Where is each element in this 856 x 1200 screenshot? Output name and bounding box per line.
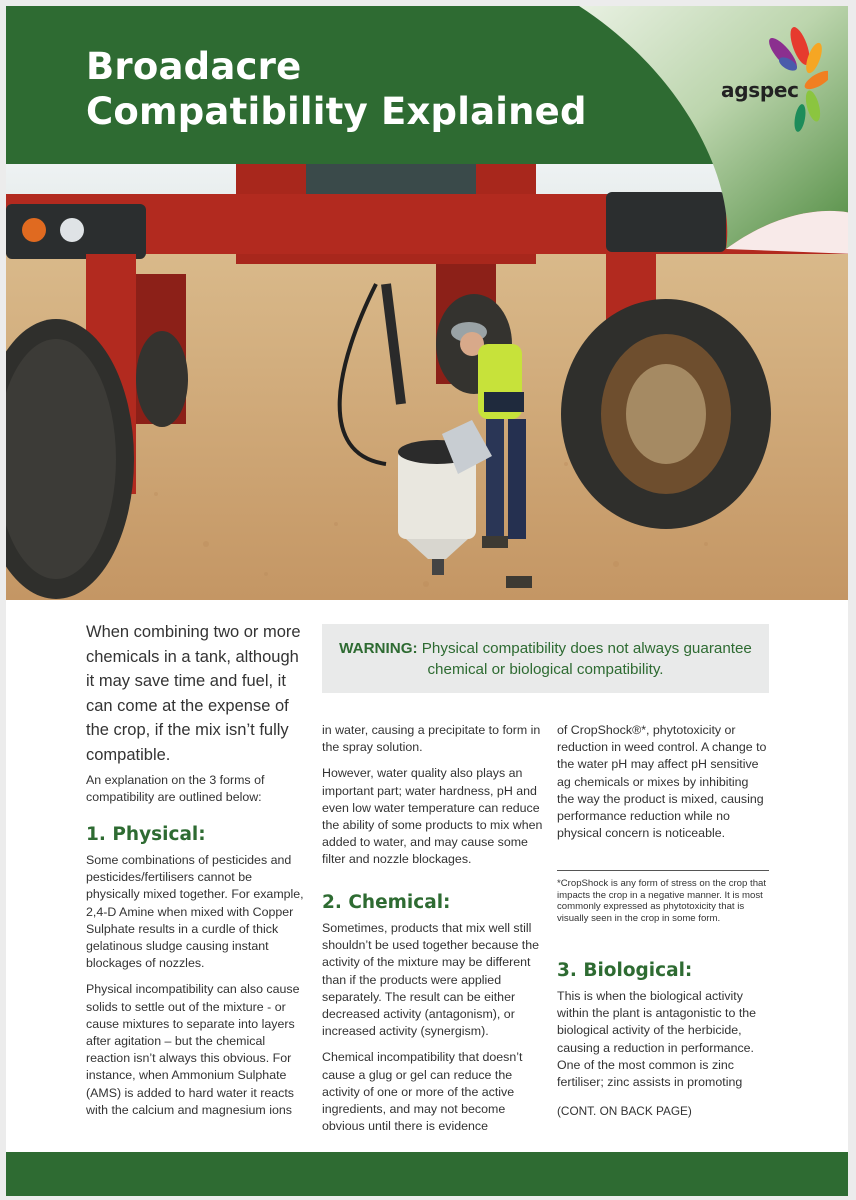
warning-text: Physical compatibility does not always guarantee chemical or biological compatibility. <box>417 640 752 678</box>
page-title <box>86 44 587 134</box>
title-line-2: Compatibility Explained <box>86 90 587 133</box>
physical-column <box>86 852 308 1128</box>
flyer-page <box>6 6 848 1196</box>
col2-paragraph-1: in water, causing a precipitate to form in the spray solution. <box>322 723 541 755</box>
col2-paragraph-2: However, water quality also plays an important part; water hardness, pH and even low water temperature can reduce the ability of some products to mix when added to water, and may cause some filter and nozzle blockages. <box>322 766 543 867</box>
cropshock-footnote: *CropShock is any form of stress on the crop that impacts the crop in a negative manner. It is most commonly expressed as phytotoxicity that is visually seen in the crop in some form. <box>557 878 767 924</box>
column-3-top <box>557 722 769 851</box>
col3-paragraph-1: of CropShock®*, phytotoxicity or reduction in weed control. A change to the water pH may affect pH sensitive ag chemicals or mixes by inhibiting the way the product is mixed, causing performance reduction while no physical concern is noticeable. <box>557 723 767 841</box>
column-2-top <box>322 722 544 878</box>
agspec-logo-text: agspec <box>721 78 799 102</box>
title-line-1: Broadacre <box>86 45 302 88</box>
intro-lead: When combining two or more chemicals in a tank, although it may save time and fuel, it can come at the expense of the crop, if the mix isn’t fully compatible. <box>86 623 301 764</box>
biological-column <box>557 988 769 1100</box>
biological-paragraph-1: This is when the biological activity within the plant is antagonistic to the biological activity of the herbicide, causing a reduction in performance. One of the most common is zinc fertiliser; zinc assists in promoting <box>557 989 757 1090</box>
intro-sub: An explanation on the 3 forms of compatibility are outlined below: <box>86 773 265 805</box>
warning-box <box>322 624 769 693</box>
physical-heading: 1. Physical: <box>86 824 206 845</box>
footnote-divider <box>557 870 769 871</box>
warning-label: WARNING: <box>339 640 418 657</box>
chemical-column <box>322 920 544 1144</box>
physical-paragraph-1: Some combinations of pesticides and pesticides/fertilisers cannot be physically mixed together. For example, 2,4-D Amine when mixed with Copper Sulphate results in a curdle of thick gelatinous sludge causing instant blockages of nozzles. <box>86 853 304 971</box>
biological-heading: 3. Biological: <box>557 960 693 981</box>
footer-band <box>6 1152 848 1196</box>
chemical-heading: 2. Chemical: <box>322 892 451 913</box>
continued-note: (CONT. ON BACK PAGE) <box>557 1104 692 1118</box>
physical-paragraph-2: Physical incompatibility can also cause solids to settle out of the mixture - or cause mixtures to separate into layers after agitation – but the chemical reaction isn’t always this obvious. For instance, when Ammonium Sulphate (AMS) is added to hard water it reacts with the calcium and magnesium ions <box>86 982 300 1117</box>
chemical-paragraph-2: Chemical incompatibility that doesn’t cause a glug or gel can reduce the activity of one or more of the active ingredients, and may not become obvious until there is evidence <box>322 1050 523 1134</box>
chemical-paragraph-1: Sometimes, products that mix well still shouldn’t be used together because the activity of the mixture may be different than if the products were applied separately. The result can be either decreased activity (antagonism), or increased activity (synergism). <box>322 921 539 1039</box>
